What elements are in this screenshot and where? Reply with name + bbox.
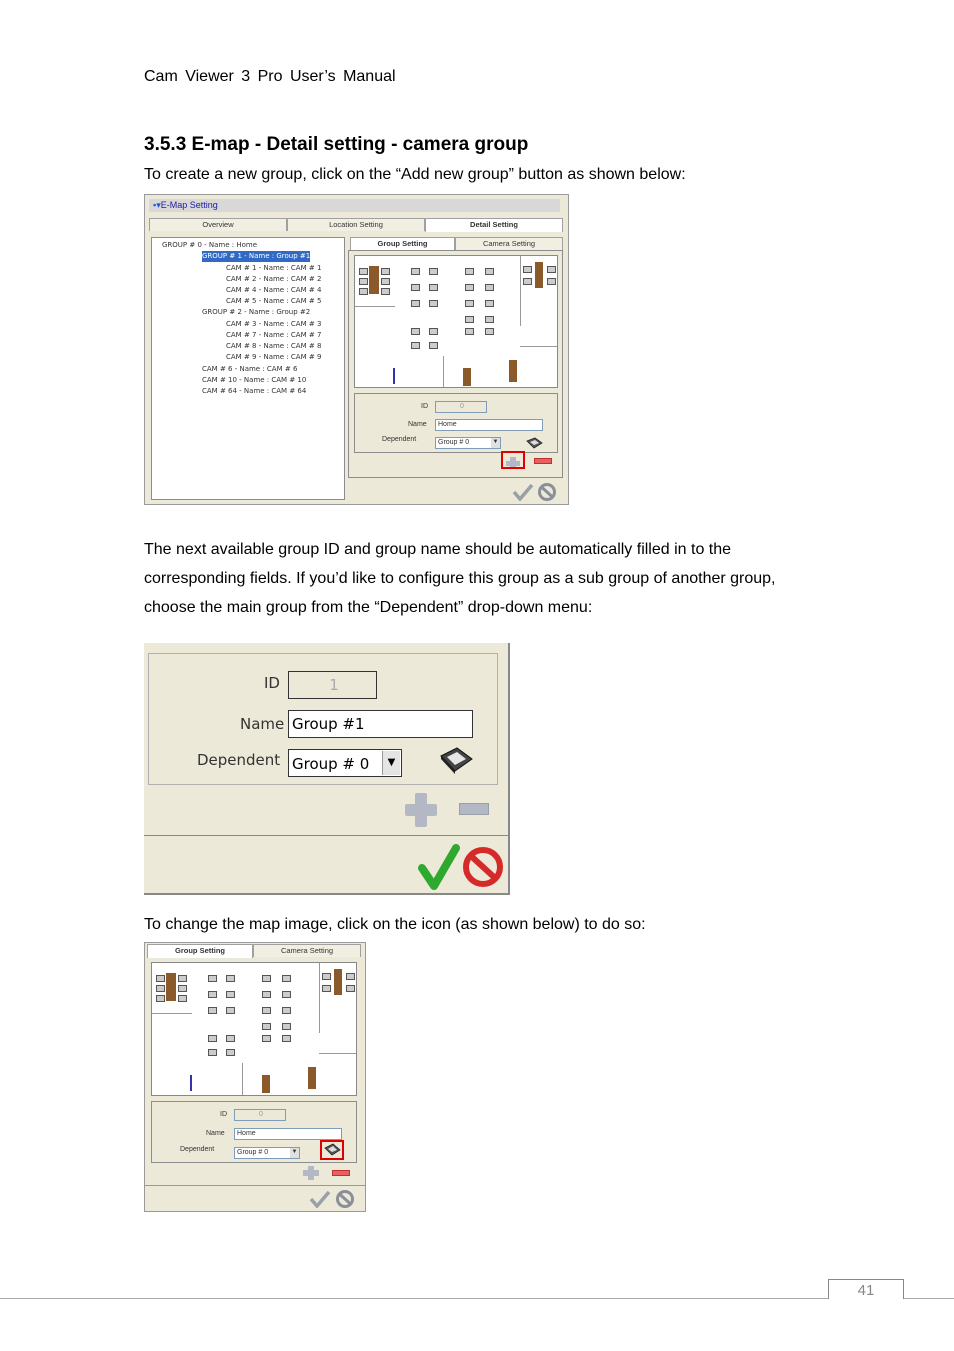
tree-item[interactable]: GROUP # 2 - Name : Group #2 <box>202 308 311 316</box>
tree-item[interactable]: CAM # 64 - Name : CAM # 64 <box>202 387 307 395</box>
manual-header: Cam Viewer 3 Pro User’s Manual <box>144 68 396 85</box>
subtab-camera-setting[interactable]: Camera Setting <box>455 237 563 250</box>
subtab-group-setting[interactable]: Group Setting <box>147 944 253 958</box>
name-label: Name <box>240 715 285 733</box>
ok-check-icon[interactable] <box>309 1190 331 1208</box>
dependent-select[interactable] <box>234 1147 300 1159</box>
map-image-icon[interactable] <box>525 436 543 448</box>
cancel-icon[interactable] <box>537 483 557 501</box>
emap-setting-window <box>144 194 569 505</box>
dependent-value: Group # 0 <box>237 1149 269 1156</box>
emap-icon: ▪▾ <box>153 200 161 210</box>
paragraph-line: The next available group ID and group name should be automatically filled in to the <box>144 541 732 558</box>
emap-image <box>354 255 558 388</box>
dependent-select[interactable] <box>435 437 501 449</box>
tree-item[interactable]: CAM # 6 - Name : CAM # 6 <box>202 365 298 373</box>
highlight-box <box>501 451 525 469</box>
tree-item[interactable]: CAM # 1 - Name : CAM # 1 <box>226 264 322 272</box>
divider <box>145 1185 366 1186</box>
remove-group-button[interactable] <box>332 1170 350 1176</box>
tree-item[interactable]: CAM # 3 - Name : CAM # 3 <box>226 320 322 328</box>
tree-item[interactable]: CAM # 8 - Name : CAM # 8 <box>226 342 322 350</box>
zoomed-group-form <box>144 643 510 895</box>
section-title: 3.5.3 E-map - Detail setting - camera group <box>144 134 529 155</box>
highlight-box <box>320 1140 344 1160</box>
window-title: E-Map Setting <box>160 200 218 210</box>
tree-item-selected[interactable]: GROUP # 1 - Name : Group #1 <box>202 252 311 260</box>
footer-rule <box>0 1298 954 1299</box>
page-number: 41 <box>828 1279 904 1299</box>
name-label: Name <box>408 421 427 428</box>
cancel-icon[interactable] <box>335 1190 355 1208</box>
dependent-value: Group # 0 <box>292 755 370 773</box>
tab-overview[interactable]: Overview <box>149 218 287 231</box>
ok-check-icon[interactable] <box>418 844 460 890</box>
name-label: Name <box>206 1130 225 1137</box>
dependent-select[interactable] <box>288 749 402 777</box>
tree-item[interactable]: CAM # 2 - Name : CAM # 2 <box>226 275 322 283</box>
add-group-button[interactable] <box>404 792 438 828</box>
ok-check-icon[interactable] <box>512 483 534 501</box>
window-titlebar <box>149 199 560 212</box>
tree-item[interactable]: CAM # 5 - Name : CAM # 5 <box>226 297 322 305</box>
tree-item[interactable]: CAM # 4 - Name : CAM # 4 <box>226 286 322 294</box>
dependent-value: Group # 0 <box>438 439 470 446</box>
paragraph-line: choose the main group from the “Dependent” drop-down menu: <box>144 599 593 616</box>
id-field: 1 <box>288 671 377 699</box>
subtab-group-setting[interactable]: Group Setting <box>350 237 455 251</box>
name-field[interactable]: Group #1 <box>288 710 473 738</box>
id-field: 0 <box>435 401 487 413</box>
id-label: ID <box>421 403 428 410</box>
id-label: ID <box>220 1111 227 1118</box>
group-tree-panel <box>151 237 345 500</box>
group-setting-panel <box>348 250 563 478</box>
tree-item[interactable]: GROUP # 0 - Name : Home <box>162 241 258 249</box>
dependent-label: Dependent <box>180 1146 215 1153</box>
tree-item[interactable]: CAM # 10 - Name : CAM # 10 <box>202 376 307 384</box>
add-group-button[interactable] <box>301 1165 321 1181</box>
tab-location-setting[interactable]: Location Setting <box>287 218 425 231</box>
subtab-camera-setting[interactable]: Camera Setting <box>253 944 361 957</box>
tree-item[interactable]: CAM # 7 - Name : CAM # 7 <box>226 331 322 339</box>
group-setting-window <box>144 942 366 1212</box>
paragraph-line: corresponding fields. If you’d like to configure this group as a sub group of another group, <box>144 570 776 587</box>
intro-paragraph: To create a new group, click on the “Add new group” button as shown below: <box>144 166 686 183</box>
chevron-down-icon: ▼ <box>491 438 500 448</box>
remove-group-button[interactable] <box>459 803 489 815</box>
emap-image <box>151 962 357 1096</box>
id-label: ID <box>264 674 280 692</box>
divider <box>144 835 510 836</box>
group-form <box>354 393 558 453</box>
cancel-icon[interactable] <box>462 846 504 888</box>
chevron-down-icon: ▼ <box>290 1148 299 1158</box>
tab-detail-setting[interactable]: Detail Setting <box>425 218 563 232</box>
dependent-label: Dependent <box>382 436 417 443</box>
remove-group-button[interactable] <box>534 458 552 464</box>
tree-item[interactable]: CAM # 9 - Name : CAM # 9 <box>226 353 322 361</box>
id-field: 0 <box>234 1109 286 1121</box>
paragraph-map-image: To change the map image, click on the icon (as shown below) to do so: <box>144 916 646 933</box>
dependent-label: Dependent <box>197 751 281 769</box>
name-field[interactable]: Home <box>234 1128 342 1140</box>
name-field[interactable]: Home <box>435 419 543 431</box>
group-form <box>151 1101 357 1163</box>
chevron-down-icon: ▼ <box>382 751 400 775</box>
map-image-icon[interactable] <box>438 745 474 775</box>
